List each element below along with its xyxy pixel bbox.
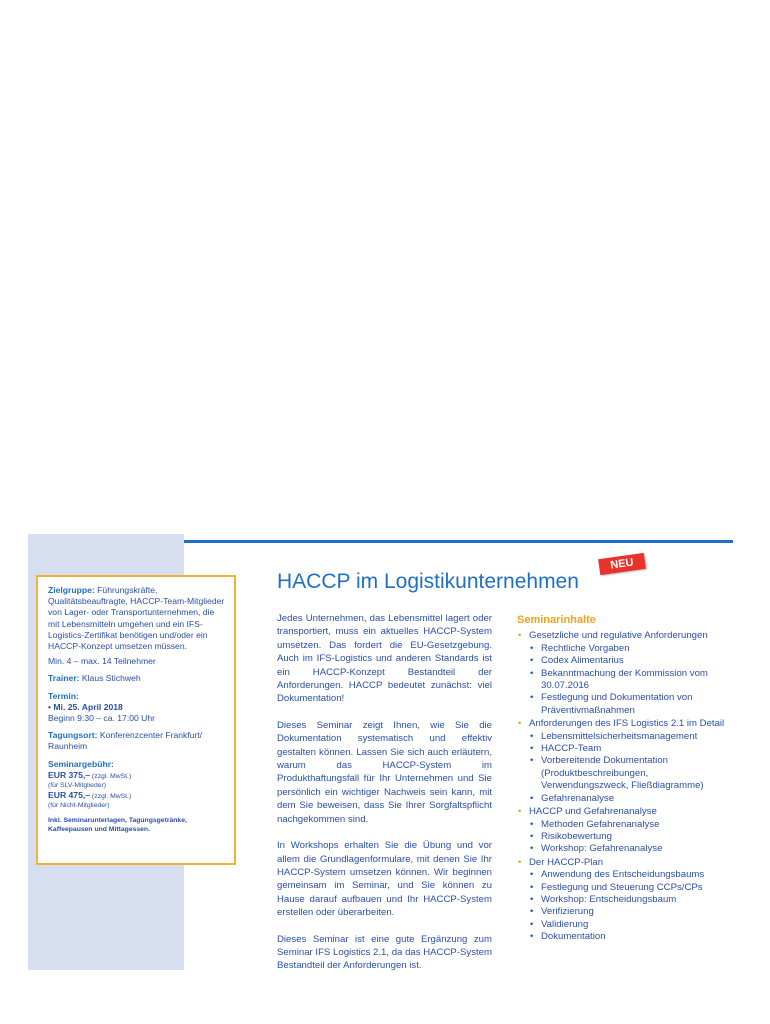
seminar-subitem: • Methoden Gefahrenanalyse bbox=[529, 819, 737, 831]
tagungsort-label: Tagungsort: bbox=[48, 730, 98, 741]
seminar-subitem-list bbox=[529, 731, 737, 805]
seminar-section-label: Der HACCP-Plan bbox=[529, 856, 604, 868]
price-2-tax: (zzgl. MwSt.) bbox=[90, 793, 132, 801]
price-1-amount: EUR 375,– bbox=[48, 769, 91, 780]
trainer bbox=[48, 673, 226, 684]
zielgruppe bbox=[48, 585, 226, 652]
seminar-section bbox=[517, 806, 737, 856]
termin-label: Termin: bbox=[48, 690, 79, 701]
price-1-note: (für SLV-Mitglieder) bbox=[48, 782, 107, 790]
seminar-subitem: • Dokumentation bbox=[529, 931, 737, 943]
seminar-subitem-list bbox=[529, 643, 737, 717]
body-paragraph: In Workshops erhalten Sie die Übung und vor allem die Grundlagenformulare, mit denen Sie Ihr HACCP-System umsetzen können. Wir beginnen gemeinsam im Seminar, und Sie können zu Hause darauf aufbauen und Ihr HACCP-System erstellen oder überarbeiten. bbox=[277, 840, 492, 919]
seminar-subitem: • Bekanntmachung der Kommission vom 30.07.2016 bbox=[529, 668, 737, 693]
tagungsort-text: Konferenzcenter Frankfurt/ Raunheim bbox=[48, 730, 203, 752]
seminar-section bbox=[517, 630, 737, 717]
seminar-section bbox=[517, 718, 737, 805]
seminar-section-label: HACCP und Gefahrenanalyse bbox=[529, 806, 657, 818]
seminar-subitem: • Festlegung und Steuerung CCPs/CPs bbox=[529, 882, 737, 894]
termin-date: • Mi. 25. April 2018 bbox=[48, 701, 123, 712]
seminar-subitem: • Workshop: Gefahrenanalyse bbox=[529, 843, 737, 855]
body-paragraph: Jedes Unternehmen, das Lebensmittel lagert oder transportiert, muss ein aktuelles HACCP-System umsetzen. Das fordert die EU-Gesetzgebung. Auch im IFS-Logistics und anderen Standards ist ein HACCP-Konzept Bestandteil der Anforderungen. HACCP bedeutet zunächst: viel Dokumentation! bbox=[277, 613, 492, 705]
seminar-subitem: • HACCP-Team bbox=[529, 743, 737, 755]
zielgruppe-label: Zielgruppe: bbox=[48, 585, 95, 595]
page-title: HACCP im Logistikunternehmen bbox=[277, 570, 579, 593]
body-paragraph: Dieses Seminar ist eine gute Ergänzung zum Seminar IFS Logistics 2.1, da das HACCP-System Bestandteil der Anforderungen ist. bbox=[277, 933, 492, 972]
seminar-subitem: • Vorbereitende Dokumentation (Produktbeschreibungen, Verwendungszweck, Fließdiagramme) bbox=[529, 755, 737, 792]
price-2-note: (für Nicht-Mitglieder) bbox=[48, 802, 110, 810]
seminar-section-label: Gesetzliche und regulative Anforderungen bbox=[529, 630, 708, 642]
price-2-amount: EUR 475,– bbox=[48, 790, 91, 801]
trainer-name: Klaus Stichweh bbox=[79, 673, 141, 684]
body-text-column bbox=[277, 612, 492, 986]
seminar-subitem: • Anwendung des Entscheidungsbaums bbox=[529, 869, 737, 881]
seminar-contents-title: Seminarinhalte bbox=[517, 614, 596, 626]
termin-time: Beginn 9:30 – ca. 17:00 Uhr bbox=[48, 713, 156, 724]
seminar-section-label: Anforderungen des IFS Logistics 2.1 im Detail bbox=[529, 718, 725, 730]
seminar-subitem-list bbox=[529, 869, 737, 943]
seminar-subitem: • Codex Alimentarius bbox=[529, 655, 737, 667]
info-box bbox=[36, 575, 236, 865]
seminar-subitem-list bbox=[529, 819, 737, 856]
seminar-subitem: • Verifizierung bbox=[529, 906, 737, 918]
tagungsort bbox=[48, 730, 226, 752]
seminar-subitem: • Workshop: Entscheidungsbaum bbox=[529, 894, 737, 906]
seminar-subitem: • Risikobewertung bbox=[529, 831, 737, 843]
price-1-tax: (zzgl. MwSt.) bbox=[90, 772, 132, 780]
price-2 bbox=[48, 790, 226, 801]
new-badge: NEU bbox=[598, 553, 646, 575]
inclusions-note: Inkl. Seminarunterlagen, Tagungsgetränke, Kaffeepausen und Mittagessen. bbox=[48, 817, 187, 834]
seminar-section bbox=[517, 857, 737, 944]
body-paragraph: Dieses Seminar zeigt Ihnen, wie Sie die Dokumentation systematisch und effektiv gestalten können. Lassen Sie sich auch erläutern, warum das HACCP-System im Produkthaftungsfall für Ihr Unternehmen und Sie persönlich ein wichtiger Nachweis sein kann, mit dem Sie beweisen, dass Sie Ihrer Sorgfaltspflicht nachgekommen sind. bbox=[277, 719, 492, 825]
seminar-subitem: • Validierung bbox=[529, 919, 737, 931]
top-rule-divider bbox=[184, 540, 733, 543]
seminar-subitem: • Rechtliche Vorgaben bbox=[529, 643, 737, 655]
trainer-label: Trainer: bbox=[48, 673, 80, 684]
seminar-subitem: • Gefahrenanalyse bbox=[529, 793, 737, 805]
zielgruppe-text: Führungskräfte, Qualitätsbeauftragte, HACCP-Team-Mitglieder von Lager- oder Transportunternehmen, die mit Lebensmitteln umgehen und ein IFS-Logistics-Zertifikat benötigen und/oder ein HACCP-Konzept umsetzen müssen. bbox=[48, 585, 225, 652]
teilnehmer: Min. 4 – max. 14 Teilnehmer bbox=[48, 656, 156, 667]
seminar-contents-list bbox=[517, 630, 737, 943]
seminar-subitem: • Lebensmittelsicherheitsmanagement bbox=[529, 731, 737, 743]
seminargebuehr-label: Seminargebühr: bbox=[48, 758, 114, 769]
seminar-subitem: • Festlegung und Dokumentation von Präventivmaßnahmen bbox=[529, 692, 737, 717]
price-1 bbox=[48, 770, 226, 781]
seminar-contents bbox=[517, 614, 737, 944]
